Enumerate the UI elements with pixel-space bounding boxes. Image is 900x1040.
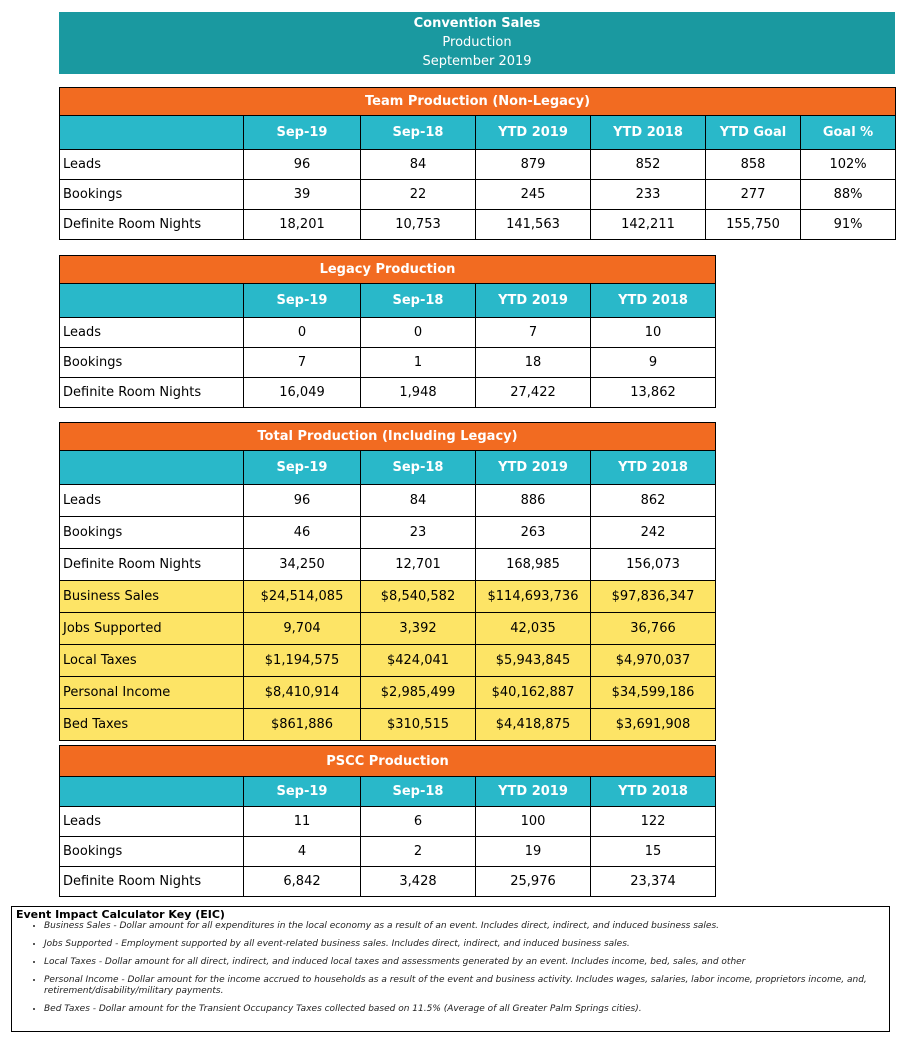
cell-value: 9,704 [244, 613, 361, 645]
row-label: Leads [60, 150, 244, 180]
cell-value: 22 [361, 180, 476, 210]
list-item: • Business Sales - Dollar amount for all expenditures in the local economy as a result of an event. Includes direct, indirect, and induced business sales. [44, 921, 885, 932]
cell-value: 84 [361, 485, 476, 517]
cell-value: 233 [591, 180, 706, 210]
cell-value: 18 [476, 348, 591, 378]
column-header: Sep-19 [244, 116, 361, 150]
cell-value: 25,976 [476, 867, 591, 897]
row-label: Bookings [60, 837, 244, 867]
table-row [60, 348, 716, 378]
cell-value: 34,250 [244, 549, 361, 581]
cell-value: 13,862 [591, 378, 716, 408]
list-item: • Personal Income - Dollar amount for the income accrued to households as a result of the event and business activity. Includes wages, salaries, labor income, proprietors income, and, retirement/disability/military payments. [44, 975, 885, 997]
cell-value: 141,563 [476, 210, 591, 240]
cell-value: $4,970,037 [591, 645, 716, 677]
cell-value: $114,693,736 [476, 581, 591, 613]
cell-value: 277 [706, 180, 801, 210]
report-header [59, 12, 895, 74]
cell-value: 19 [476, 837, 591, 867]
column-header: YTD 2019 [476, 777, 591, 807]
cell-value: 9 [591, 348, 716, 378]
cell-value: 122 [591, 807, 716, 837]
cell-value: 3,392 [361, 613, 476, 645]
cell-value: 852 [591, 150, 706, 180]
cell-value: 0 [244, 318, 361, 348]
pscc-production-title: PSCC Production [60, 746, 716, 777]
list-item: • Bed Taxes - Dollar amount for the Transient Occupancy Taxes collected based on 11.5% (Average of all Greater Palm Springs cities). [44, 1004, 885, 1015]
column-header: Sep-18 [361, 451, 476, 485]
cell-value: 96 [244, 485, 361, 517]
pscc-production-table [59, 745, 716, 897]
row-label: Leads [60, 485, 244, 517]
cell-value: 46 [244, 517, 361, 549]
cell-value: $424,041 [361, 645, 476, 677]
header-blank [60, 116, 244, 150]
column-header: Goal % [801, 116, 896, 150]
column-header: YTD 2019 [476, 116, 591, 150]
cell-value: $97,836,347 [591, 581, 716, 613]
eic-key-title: Event Impact Calculator Key (EIC) [16, 908, 225, 921]
table-row [60, 581, 716, 613]
cell-value: $4,418,875 [476, 709, 591, 741]
cell-value: 84 [361, 150, 476, 180]
row-label: Leads [60, 807, 244, 837]
report-subtitle: Production [442, 35, 512, 50]
cell-value: $5,943,845 [476, 645, 591, 677]
eic-key-list [16, 921, 885, 1015]
cell-value: 39 [244, 180, 361, 210]
table-row [60, 210, 896, 240]
column-header: Sep-18 [361, 284, 476, 318]
cell-value: $8,410,914 [244, 677, 361, 709]
cell-value: 168,985 [476, 549, 591, 581]
cell-value: 886 [476, 485, 591, 517]
cell-value: $8,540,582 [361, 581, 476, 613]
table-row [60, 485, 716, 517]
cell-value: $3,691,908 [591, 709, 716, 741]
column-header: YTD 2018 [591, 284, 716, 318]
eic-key-box [11, 906, 890, 1032]
cell-value: $40,162,887 [476, 677, 591, 709]
table-row [60, 709, 716, 741]
cell-value: 88% [801, 180, 896, 210]
table-row [60, 645, 716, 677]
cell-value: 10 [591, 318, 716, 348]
column-header: Sep-18 [361, 777, 476, 807]
list-item: • Local Taxes - Dollar amount for all direct, indirect, and induced local taxes and assessments generated by an event. Includes income, bed, sales, and other [44, 957, 885, 968]
cell-value: $24,514,085 [244, 581, 361, 613]
row-label: Jobs Supported [60, 613, 244, 645]
table-row [60, 378, 716, 408]
table-row [60, 517, 716, 549]
table-row [60, 180, 896, 210]
row-label: Bookings [60, 517, 244, 549]
header-blank [60, 451, 244, 485]
cell-value: 242 [591, 517, 716, 549]
cell-value: 102% [801, 150, 896, 180]
cell-value: 100 [476, 807, 591, 837]
cell-value: 23 [361, 517, 476, 549]
cell-value: 27,422 [476, 378, 591, 408]
cell-value: $1,194,575 [244, 645, 361, 677]
cell-value: 91% [801, 210, 896, 240]
column-header: YTD 2019 [476, 284, 591, 318]
table-row [60, 677, 716, 709]
cell-value: 42,035 [476, 613, 591, 645]
cell-value: $861,886 [244, 709, 361, 741]
table-row [60, 150, 896, 180]
cell-value: 156,073 [591, 549, 716, 581]
column-header: YTD 2018 [591, 116, 706, 150]
cell-value: 1,948 [361, 378, 476, 408]
legacy-production-title: Legacy Production [60, 256, 716, 284]
total-production-title: Total Production (Including Legacy) [60, 423, 716, 451]
row-label: Definite Room Nights [60, 378, 244, 408]
cell-value: 862 [591, 485, 716, 517]
table-row [60, 613, 716, 645]
team-production-section [59, 87, 896, 240]
row-label: Definite Room Nights [60, 867, 244, 897]
row-label: Leads [60, 318, 244, 348]
row-label: Local Taxes [60, 645, 244, 677]
team-production-table [59, 87, 896, 240]
row-label: Bookings [60, 180, 244, 210]
cell-value: $2,985,499 [361, 677, 476, 709]
cell-value: 6,842 [244, 867, 361, 897]
row-label: Bed Taxes [60, 709, 244, 741]
column-header: YTD 2018 [591, 451, 716, 485]
table-row [60, 549, 716, 581]
cell-value: 245 [476, 180, 591, 210]
row-label: Personal Income [60, 677, 244, 709]
cell-value: $34,599,186 [591, 677, 716, 709]
cell-value: 7 [244, 348, 361, 378]
column-header: Sep-19 [244, 284, 361, 318]
column-header: YTD Goal [706, 116, 801, 150]
cell-value: 142,211 [591, 210, 706, 240]
row-label: Definite Room Nights [60, 549, 244, 581]
pscc-production-section [59, 745, 716, 897]
row-label: Bookings [60, 348, 244, 378]
cell-value: 16,049 [244, 378, 361, 408]
cell-value: 11 [244, 807, 361, 837]
list-item: • Jobs Supported - Employment supported by all event-related business sales. Includes direct, indirect, and induced business sales. [44, 939, 885, 950]
cell-value: 12,701 [361, 549, 476, 581]
column-header: Sep-19 [244, 451, 361, 485]
cell-value: $310,515 [361, 709, 476, 741]
cell-value: 0 [361, 318, 476, 348]
row-label: Definite Room Nights [60, 210, 244, 240]
table-row [60, 318, 716, 348]
cell-value: 96 [244, 150, 361, 180]
row-label: Business Sales [60, 581, 244, 613]
cell-value: 3,428 [361, 867, 476, 897]
cell-value: 1 [361, 348, 476, 378]
cell-value: 36,766 [591, 613, 716, 645]
report-title: Convention Sales [413, 16, 541, 31]
cell-value: 879 [476, 150, 591, 180]
legacy-production-section [59, 255, 716, 408]
cell-value: 23,374 [591, 867, 716, 897]
column-header: Sep-18 [361, 116, 476, 150]
total-production-section [59, 422, 716, 741]
table-row [60, 867, 716, 897]
table-row [60, 837, 716, 867]
legacy-production-table [59, 255, 716, 408]
total-production-table [59, 422, 716, 741]
table-row [60, 807, 716, 837]
cell-value: 6 [361, 807, 476, 837]
column-header: Sep-19 [244, 777, 361, 807]
cell-value: 15 [591, 837, 716, 867]
cell-value: 18,201 [244, 210, 361, 240]
cell-value: 155,750 [706, 210, 801, 240]
cell-value: 10,753 [361, 210, 476, 240]
column-header: YTD 2018 [591, 777, 716, 807]
cell-value: 263 [476, 517, 591, 549]
cell-value: 2 [361, 837, 476, 867]
header-blank [60, 284, 244, 318]
header-blank [60, 777, 244, 807]
report-period: September 2019 [422, 54, 532, 69]
column-header: YTD 2019 [476, 451, 591, 485]
cell-value: 7 [476, 318, 591, 348]
cell-value: 4 [244, 837, 361, 867]
team-production-title: Team Production (Non-Legacy) [60, 88, 896, 116]
cell-value: 858 [706, 150, 801, 180]
